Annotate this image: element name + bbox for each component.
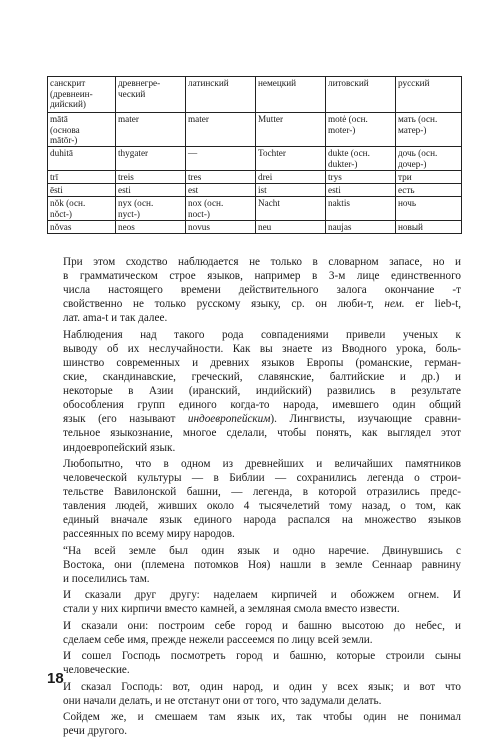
- text-line: лат. ama-t и так далее.: [63, 312, 168, 325]
- cognates-table: [47, 76, 462, 234]
- quote-paragraph: [47, 588, 461, 616]
- text-line: И сошел Господь посмотреть город и башню, которые строили сыны: [63, 650, 461, 663]
- table-cell: [186, 221, 256, 234]
- cell-line: латинский: [188, 78, 229, 88]
- text-line: некоторые в Азии (иранский, индийский) развились в результате: [63, 385, 461, 398]
- cell-line: tres: [188, 172, 202, 182]
- cell-line: trī: [50, 172, 59, 182]
- cell-line: nŏct-): [50, 208, 72, 219]
- cell-line: novus: [188, 222, 210, 232]
- cell-line: neos: [118, 222, 135, 232]
- cell-line: —: [188, 148, 198, 158]
- body-text: [47, 255, 461, 741]
- cell-line: ческий: [118, 88, 146, 99]
- cell-line: moter-): [328, 124, 356, 135]
- cell-line: mātōr-): [50, 135, 78, 145]
- table-header-cell: [116, 77, 186, 113]
- text-line: [47, 297, 461, 311]
- table-cell: [256, 113, 326, 147]
- cell-line: матер-): [398, 124, 427, 135]
- table-cell: [396, 221, 462, 234]
- text-line: Востока, они (племена потомков Ноя) нашли в земле Сеннаар равнину: [63, 558, 461, 571]
- table-cell: [396, 147, 462, 171]
- cell-line: treis: [118, 172, 134, 182]
- cell-line: mater: [188, 114, 209, 124]
- quote-paragraph: [47, 544, 461, 586]
- text-line: обособления групп единого когда-то народа, имевшего один общий: [63, 399, 461, 412]
- page-number: 18: [47, 670, 64, 687]
- text-line: они начали делать, и не отстанут они от того, что задумали делать.: [63, 694, 382, 707]
- cell-line: дийский): [50, 99, 86, 109]
- paragraph-observations: [47, 328, 461, 455]
- table-cell: [256, 221, 326, 234]
- quote-paragraph: [47, 619, 461, 647]
- table-cell: [48, 184, 116, 197]
- cell-line: немецкий: [258, 78, 297, 88]
- table-cell: [326, 221, 396, 234]
- cell-line: ночь: [398, 198, 417, 208]
- quote-paragraph: [47, 649, 461, 677]
- table-cell: [116, 221, 186, 234]
- cell-line: motė (осн.: [328, 114, 368, 124]
- paragraph-bible: [47, 457, 461, 542]
- cell-line: nox (осн.: [188, 198, 224, 208]
- cell-line: mātā: [50, 114, 68, 124]
- cell-line: Mutter: [258, 114, 284, 124]
- cell-line: nyx (осн.: [118, 198, 154, 208]
- cell-line: мать (осн.: [398, 114, 438, 124]
- text-line: И сказали они: построим себе город и башню высотою до небес, и: [63, 619, 461, 632]
- cell-line: русский: [398, 78, 430, 88]
- text-fragment: ). Лингвисты, изучающие сравни-: [270, 413, 462, 426]
- table-header-cell: [48, 77, 116, 113]
- cell-line: naktis: [328, 198, 350, 208]
- table-cell: [48, 113, 116, 147]
- cell-line: ēsti: [50, 185, 63, 195]
- table-cell: [326, 197, 396, 221]
- cell-line: est: [188, 185, 199, 195]
- text-fragment: язык (его называют: [63, 413, 188, 426]
- paragraph-inflection: [47, 255, 461, 325]
- table-row: [48, 171, 462, 184]
- table-cell: [186, 197, 256, 221]
- cell-line: drei: [258, 172, 273, 182]
- text-line: Любопытно, что в одном из древнейших и величайших памятников: [63, 457, 461, 470]
- table-cell: [256, 197, 326, 221]
- cell-line: ist: [258, 185, 267, 195]
- text-line: [47, 412, 461, 426]
- text-line: индоевропейский язык.: [63, 441, 176, 454]
- text-line: ские, скандинавские, греческий, славянские, балтийские и др.) и: [63, 371, 461, 384]
- cell-line: noct-): [188, 208, 210, 219]
- text-line: речи другого.: [63, 725, 128, 738]
- text-line: тельное языкознание, многое сделали, чтобы понять, как выглядел этот: [63, 427, 461, 440]
- table-header-cell: [256, 77, 326, 113]
- table-row: [48, 113, 462, 147]
- cell-line: дочер-): [398, 158, 427, 169]
- text-line: И сказали друг другу: наделаем кирпичей и обожжем огнем. И: [63, 589, 461, 602]
- italic-abbrev: нем.: [384, 298, 405, 311]
- table-row: [48, 197, 462, 221]
- cell-line: nyct-): [118, 208, 140, 219]
- text-line: и поселились там.: [63, 572, 150, 585]
- cell-line: esti: [118, 185, 131, 195]
- table-cell: [116, 147, 186, 171]
- text-line: человеческие.: [63, 664, 130, 677]
- text-line: При этом сходство наблюдается не только в словарном запасе, но и: [63, 256, 461, 268]
- table-cell: [186, 184, 256, 197]
- text-line: сделаем себе имя, прежде нежели рассеемся по лицу всей земли.: [63, 633, 373, 646]
- cell-line: mater: [118, 114, 139, 124]
- cell-line: naujas: [328, 222, 352, 232]
- table-cell: [48, 221, 116, 234]
- text-line: единый вначале язык единого народа распался на множество языков: [63, 514, 461, 527]
- cell-line: (древнеин-: [50, 88, 93, 99]
- table-cell: [396, 171, 462, 184]
- text-line: выводу об их неслучайности. Как вы знаете из Вводного урока, боль-: [63, 342, 461, 355]
- table-cell: [48, 147, 116, 171]
- cell-line: dukter-): [328, 158, 358, 169]
- table-cell: [396, 184, 462, 197]
- cell-line: esti: [328, 185, 341, 195]
- cognates-table-body: [48, 77, 462, 234]
- text-line: Сойдем же, и смешаем там язык их, так чтобы один не понимал: [63, 711, 461, 724]
- cell-line: дочь (осн.: [398, 148, 438, 158]
- cell-line: литовский: [328, 78, 369, 88]
- table-row: [48, 184, 462, 197]
- cell-line: (основа: [50, 124, 80, 135]
- text-line: рассеянных по всему миру народов.: [63, 528, 235, 541]
- table-header-row: [48, 77, 462, 113]
- cell-line: три: [398, 172, 412, 182]
- text-line: И сказал Господь: вот, один народ, и один у всех язык; и вот что: [63, 680, 461, 693]
- table-cell: [186, 113, 256, 147]
- table-cell: [396, 113, 462, 147]
- cell-line: thygater: [118, 148, 149, 158]
- cell-line: neu: [258, 222, 272, 232]
- text-fragment: er lieb-t,: [404, 298, 461, 311]
- table-cell: [186, 171, 256, 184]
- quote-paragraph: [47, 680, 461, 708]
- text-line: шинство современных и древних языков Европы (романские, герман-: [63, 356, 461, 369]
- text-line: стали у них кирпичи вместо камней, а земляная смола вместо извести.: [63, 603, 400, 616]
- table-cell: [116, 171, 186, 184]
- table-cell: [326, 171, 396, 184]
- table-header-cell: [186, 77, 256, 113]
- cell-line: новый: [398, 222, 423, 232]
- cell-line: Nacht: [258, 198, 280, 208]
- cell-line: древнегре-: [118, 78, 161, 88]
- table-cell: [326, 147, 396, 171]
- table-cell: [396, 197, 462, 221]
- table-row: [48, 221, 462, 234]
- table-cell: [326, 113, 396, 147]
- table-header-cell: [396, 77, 462, 113]
- table-cell: [116, 113, 186, 147]
- text-line: “На всей земле был один язык и одно наречие. Двинувшись с: [63, 544, 461, 557]
- table-header-cell: [326, 77, 396, 113]
- cell-line: duhitā: [50, 148, 73, 158]
- table-cell: [186, 147, 256, 171]
- cell-line: Tochter: [258, 148, 286, 158]
- text-line: Наблюдения над такого рода совпадениями привели ученых к: [63, 328, 461, 341]
- cell-line: nŏvas: [50, 222, 72, 232]
- quote-paragraph: [47, 710, 461, 738]
- table-row: [48, 147, 462, 171]
- text-fragment: свойственно не только русскому языку, ср. он люби-т,: [63, 298, 385, 311]
- text-line: в грамматическом строе языков, например в 3-м лице единственного: [63, 270, 461, 283]
- table-cell: [256, 147, 326, 171]
- table-cell: [256, 184, 326, 197]
- cell-line: санскрит: [50, 78, 86, 88]
- cell-line: trys: [328, 172, 342, 182]
- text-line: человеческой культуры — в Библии — сохранились легенда о строи-: [63, 472, 461, 484]
- text-line: тавления людей, живших около 4 тысячелетий тому назад, о том, как: [63, 500, 461, 513]
- text-line: тельстве Вавилонской башни, — легенда, в которой отразились предс-: [63, 486, 461, 499]
- cell-line: nŏk (осн.: [50, 198, 86, 208]
- table-cell: [326, 184, 396, 197]
- table-cell: [116, 184, 186, 197]
- table-cell: [116, 197, 186, 221]
- table-cell: [48, 171, 116, 184]
- cell-line: есть: [398, 185, 415, 195]
- cell-line: dukte (осн.: [328, 148, 370, 158]
- italic-term: индоевропейским: [187, 413, 271, 426]
- text-line: числа настоящего времени действительного залога окончание -т: [63, 284, 461, 297]
- table-cell: [256, 171, 326, 184]
- table-cell: [48, 197, 116, 221]
